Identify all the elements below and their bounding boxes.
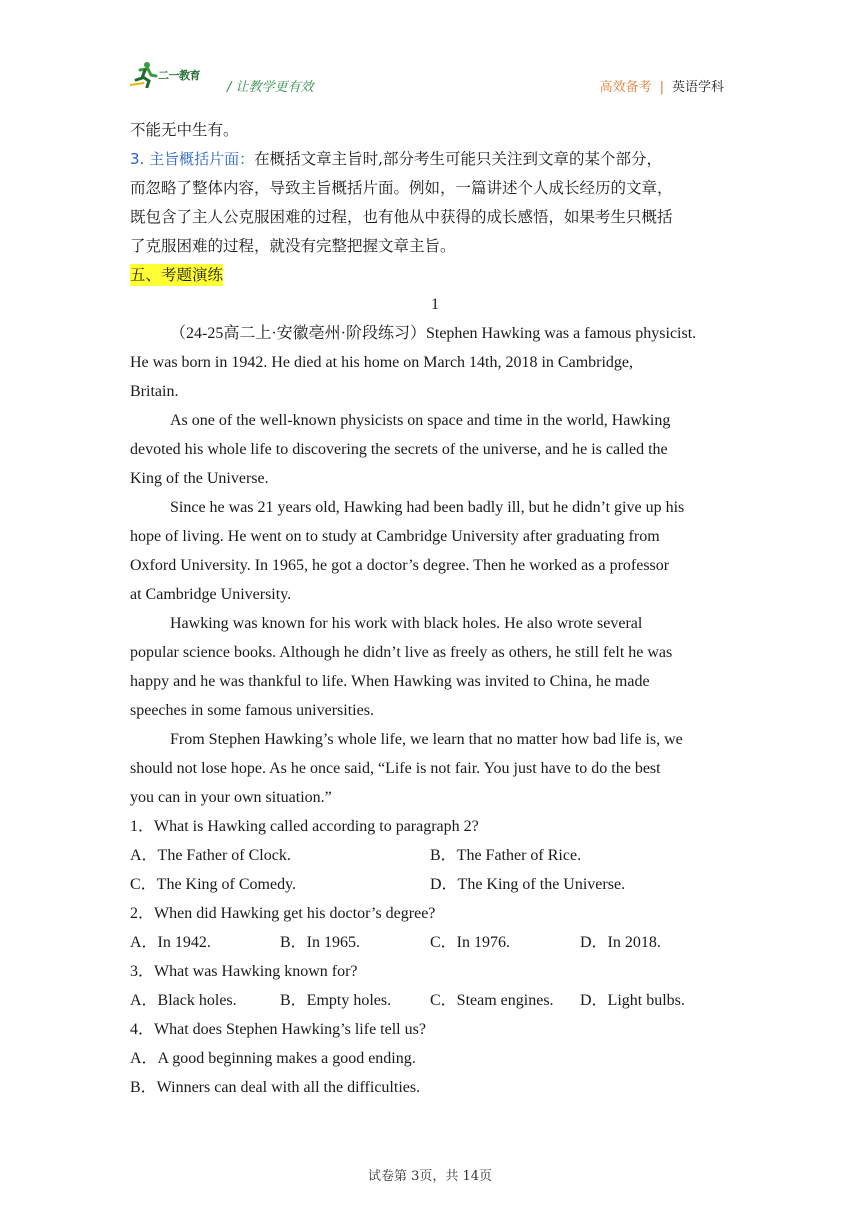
- page-footer: 试卷第 3页，共 14页: [367, 1169, 493, 1184]
- tip-text: 在概括文章主旨时,部分考生可能只关注到文章的某个部分，: [254, 150, 663, 168]
- section-title: 五、考题演练: [130, 266, 224, 284]
- passage-line: He was born in 1942. He died at his home on March 14th, 2018 in Cambridge,: [130, 354, 634, 371]
- question-3-options: [130, 986, 740, 1015]
- passage-line: you can in your own situation.”: [130, 789, 332, 806]
- passage-line: Hawking was known for his work with black holes. He also wrote several: [170, 615, 643, 632]
- passage-line: speeches in some famous universities.: [130, 702, 374, 719]
- option-a[interactable]: A．A good beginning makes a good ending.: [130, 1050, 416, 1067]
- document-body: [130, 116, 740, 1102]
- option-a[interactable]: A．In 1942.: [130, 934, 211, 951]
- option-c[interactable]: C．In 1976.: [430, 934, 511, 951]
- question-3: 3．What was Hawking known for?: [130, 963, 358, 980]
- passage-line: Since he was 21 years old, Hawking had been badly ill, but he didn’t give up his: [170, 499, 685, 516]
- passage-line: happy and he was thankful to life. When Hawking was invited to China, he made: [130, 673, 650, 690]
- tips-line: 而忽略了整体内容，导致主旨概括片面。例如，一篇讲述个人成长经历的文章，: [130, 179, 673, 197]
- question-1-options: [130, 870, 740, 899]
- option-d[interactable]: D．The King of the Universe.: [430, 876, 626, 893]
- question-2-options: [130, 928, 740, 957]
- question-2: 2．When did Hawking get his doctor’s degree?: [130, 905, 436, 922]
- tips-line: 不能无中生有。: [130, 121, 239, 139]
- passage-line: Britain.: [130, 383, 179, 400]
- option-c[interactable]: C．The King of Comedy.: [130, 876, 297, 893]
- passage-line: From Stephen Hawking’s whole life, we learn that no matter how bad life is, we: [170, 731, 683, 748]
- header-slogan: / 让教学更有效: [227, 80, 314, 95]
- passage-line: King of the Universe.: [130, 470, 269, 487]
- header-separator: |: [659, 80, 664, 95]
- tips-line: [130, 145, 740, 174]
- option-d[interactable]: D．In 2018.: [580, 934, 661, 951]
- passage-line: should not lose hope. As he once said, “Life is not fair. You just have to do the best: [130, 760, 661, 777]
- option-a[interactable]: A．Black holes.: [130, 992, 237, 1009]
- logo: [130, 60, 202, 88]
- option-a[interactable]: A．The Father of Clock.: [130, 847, 291, 864]
- question-1: 1．What is Hawking called according to paragraph 2?: [130, 818, 479, 835]
- header-tag-exam: 高效备考: [599, 80, 652, 95]
- passage-line: As one of the well-known physicists on space and time in the world, Hawking: [170, 412, 671, 429]
- option-c[interactable]: C．Steam engines.: [430, 992, 554, 1009]
- passage-line: at Cambridge University.: [130, 586, 292, 603]
- tips-line: 了克服困难的过程，就没有完整把握文章主旨。: [130, 237, 456, 255]
- option-b[interactable]: B．In 1965.: [280, 934, 361, 951]
- runner-logo-icon: [130, 60, 160, 88]
- question-4: 4．What does Stephen Hawking’s life tell us?: [130, 1021, 426, 1038]
- page-header: [130, 60, 730, 100]
- section-title-line: [130, 261, 740, 290]
- logo-text: 二一教育: [158, 69, 200, 82]
- option-b[interactable]: B．Empty holes.: [280, 992, 392, 1009]
- option-b[interactable]: B．Winners can deal with all the difficulties.: [130, 1079, 421, 1096]
- option-d[interactable]: D．Light bulbs.: [580, 992, 685, 1009]
- passage-line: （24-25高二上·安徽亳州·阶段练习）Stephen Hawking was a famous physicist.: [170, 325, 697, 342]
- header-tag-subject: 英语学科: [671, 80, 724, 95]
- passage-line: devoted his whole life to discovering the secrets of the universe, and he is called the: [130, 441, 668, 458]
- passage-line: Oxford University. In 1965, he got a doctor’s degree. Then he worked as a professor: [130, 557, 670, 574]
- header-subject: [600, 76, 724, 95]
- question-1-options: [130, 841, 740, 870]
- passage-line: hope of living. He went on to study at Cambridge University after graduating from: [130, 528, 660, 545]
- passage-number: 1: [431, 296, 439, 313]
- option-b[interactable]: B．The Father of Rice.: [430, 847, 582, 864]
- tip-heading: 3. 主旨概括片面：: [130, 150, 255, 168]
- tips-line: 既包含了主人公克服困难的过程，也有他从中获得的成长感悟，如果考生只概括: [130, 208, 673, 226]
- passage-line: popular science books. Although he didn’t live as freely as others, he still felt he was: [130, 644, 673, 661]
